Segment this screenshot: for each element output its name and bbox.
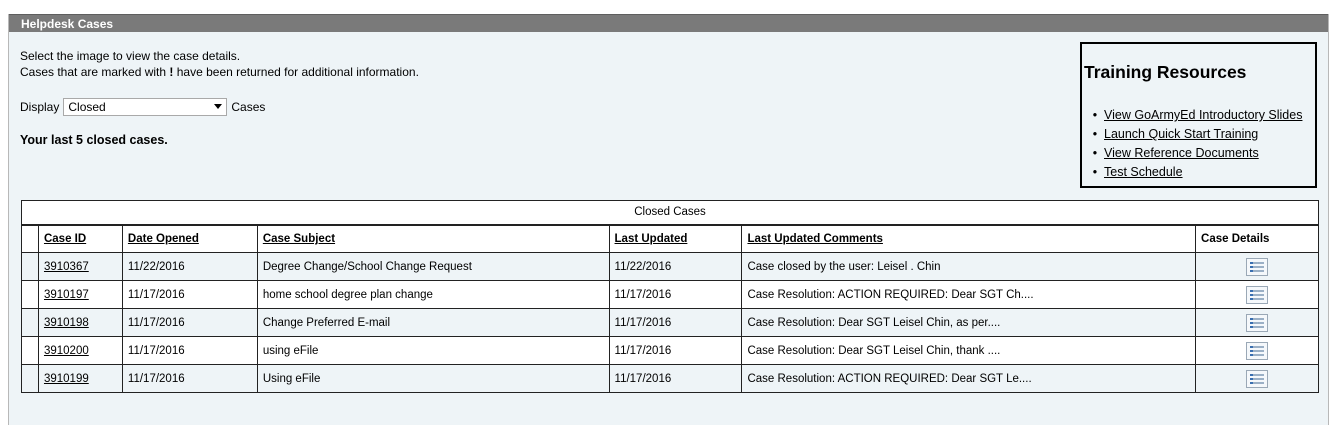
case-status-selected: Closed [68, 100, 106, 114]
bullet-icon: • [1092, 165, 1098, 179]
col-last-updated [609, 225, 742, 253]
col-case-details: Case Details [1196, 225, 1319, 253]
date-opened-cell: 11/17/2016 [122, 309, 257, 337]
intro-line-2-pre: Cases that are marked with [20, 65, 170, 79]
case-details-icon[interactable] [1246, 370, 1268, 388]
case-id-link[interactable]: 3910367 [43, 260, 89, 273]
subject-cell: Change Preferred E-mail [257, 309, 609, 337]
case-details-cell [1196, 253, 1319, 281]
sort-date-opened[interactable]: Date Opened [127, 232, 199, 245]
date-opened-cell: 11/17/2016 [122, 365, 257, 393]
comments-cell: Case Resolution: Dear SGT Leisel Chin, as per.... [742, 309, 1196, 337]
bullet-icon: • [1092, 108, 1098, 122]
comments-cell: Case Resolution: ACTION REQUIRED: Dear SGT Le.... [742, 365, 1196, 393]
case-id-cell [38, 365, 122, 393]
case-details-cell [1196, 365, 1319, 393]
row-gutter [22, 309, 39, 337]
intro-line-1: Select the image to view the case details. [20, 49, 241, 63]
comments-cell: Case Resolution: Dear SGT Leisel Chin, thank .... [742, 337, 1196, 365]
case-status-select[interactable] [63, 98, 227, 116]
sort-last-comments[interactable]: Last Updated Comments [747, 232, 883, 245]
table-row [22, 365, 1319, 393]
case-details-icon[interactable] [1246, 258, 1268, 276]
sort-case-subject[interactable]: Case Subject [262, 232, 336, 245]
col-date-opened [122, 225, 257, 253]
returned-mark-icon: ! [169, 65, 174, 79]
training-link-item [1086, 145, 1302, 164]
table-header-row [22, 225, 1319, 253]
date-opened-cell: 11/17/2016 [122, 337, 257, 365]
case-id-cell [38, 253, 122, 281]
row-gutter [22, 281, 39, 309]
bullet-icon: • [1092, 127, 1098, 141]
intro-line-2 [20, 64, 419, 80]
case-id-cell [38, 337, 122, 365]
case-details-icon[interactable] [1246, 314, 1268, 332]
intro-text [20, 48, 419, 80]
gutter-header [22, 225, 39, 253]
case-details-cell [1196, 281, 1319, 309]
bullet-icon: • [1092, 146, 1098, 160]
subject-cell: Degree Change/School Change Request [257, 253, 609, 281]
panel-title: Helpdesk Cases [9, 14, 1328, 32]
comments-cell: Case closed by the user: Leisel . Chin [742, 253, 1196, 281]
last-updated-cell: 11/17/2016 [609, 365, 742, 393]
training-links [1086, 107, 1302, 183]
link-reference-docs[interactable]: View Reference Documents [1104, 146, 1259, 160]
col-case-id [38, 225, 122, 253]
row-gutter [22, 337, 39, 365]
display-label: Display [20, 100, 60, 114]
case-id-cell [38, 309, 122, 337]
training-resources-box [1080, 42, 1317, 188]
link-intro-slides[interactable]: View GoArmyEd Introductory Slides [1104, 108, 1303, 122]
case-id-link[interactable]: 3910198 [43, 316, 89, 329]
intro-line-2-post: have been returned for additional information. [173, 65, 419, 79]
table-row [22, 309, 1319, 337]
chevron-down-icon [214, 104, 222, 109]
subject-cell: using eFile [257, 337, 609, 365]
training-link-item [1086, 107, 1302, 126]
subject-cell: home school degree plan change [257, 281, 609, 309]
row-gutter [22, 253, 39, 281]
table-row [22, 281, 1319, 309]
case-id-cell [38, 281, 122, 309]
case-details-cell [1196, 309, 1319, 337]
comments-cell: Case Resolution: ACTION REQUIRED: Dear SGT Ch.... [742, 281, 1196, 309]
display-filter [20, 97, 265, 117]
date-opened-cell: 11/17/2016 [122, 281, 257, 309]
display-suffix: Cases [231, 100, 266, 114]
case-id-link[interactable]: 3910199 [43, 372, 89, 385]
sort-last-updated[interactable]: Last Updated [614, 232, 688, 245]
helpdesk-cases-panel [8, 14, 1329, 425]
case-id-link[interactable]: 3910197 [43, 288, 89, 301]
link-test-schedule[interactable]: Test Schedule [1104, 165, 1183, 179]
training-title: Training Resources [1084, 62, 1247, 82]
col-last-comments [742, 225, 1196, 253]
cases-summary: Your last 5 closed cases. [20, 133, 168, 147]
last-updated-cell: 11/22/2016 [609, 253, 742, 281]
last-updated-cell: 11/17/2016 [609, 309, 742, 337]
training-link-item [1086, 126, 1302, 145]
sort-case-id[interactable]: Case ID [43, 232, 87, 245]
table-row [22, 253, 1319, 281]
date-opened-cell: 11/22/2016 [122, 253, 257, 281]
case-details-icon[interactable] [1246, 286, 1268, 304]
case-id-link[interactable]: 3910200 [43, 344, 89, 357]
subject-cell: Using eFile [257, 365, 609, 393]
closed-cases-table [21, 200, 1319, 393]
last-updated-cell: 11/17/2016 [609, 337, 742, 365]
table-caption-row [22, 201, 1319, 225]
case-details-icon[interactable] [1246, 342, 1268, 360]
link-quick-start[interactable]: Launch Quick Start Training [1104, 127, 1259, 141]
col-case-subject [257, 225, 609, 253]
row-gutter [22, 365, 39, 393]
table-row [22, 337, 1319, 365]
last-updated-cell: 11/17/2016 [609, 281, 742, 309]
training-link-item [1086, 164, 1302, 183]
table-caption: Closed Cases [22, 201, 1319, 225]
case-details-cell [1196, 337, 1319, 365]
